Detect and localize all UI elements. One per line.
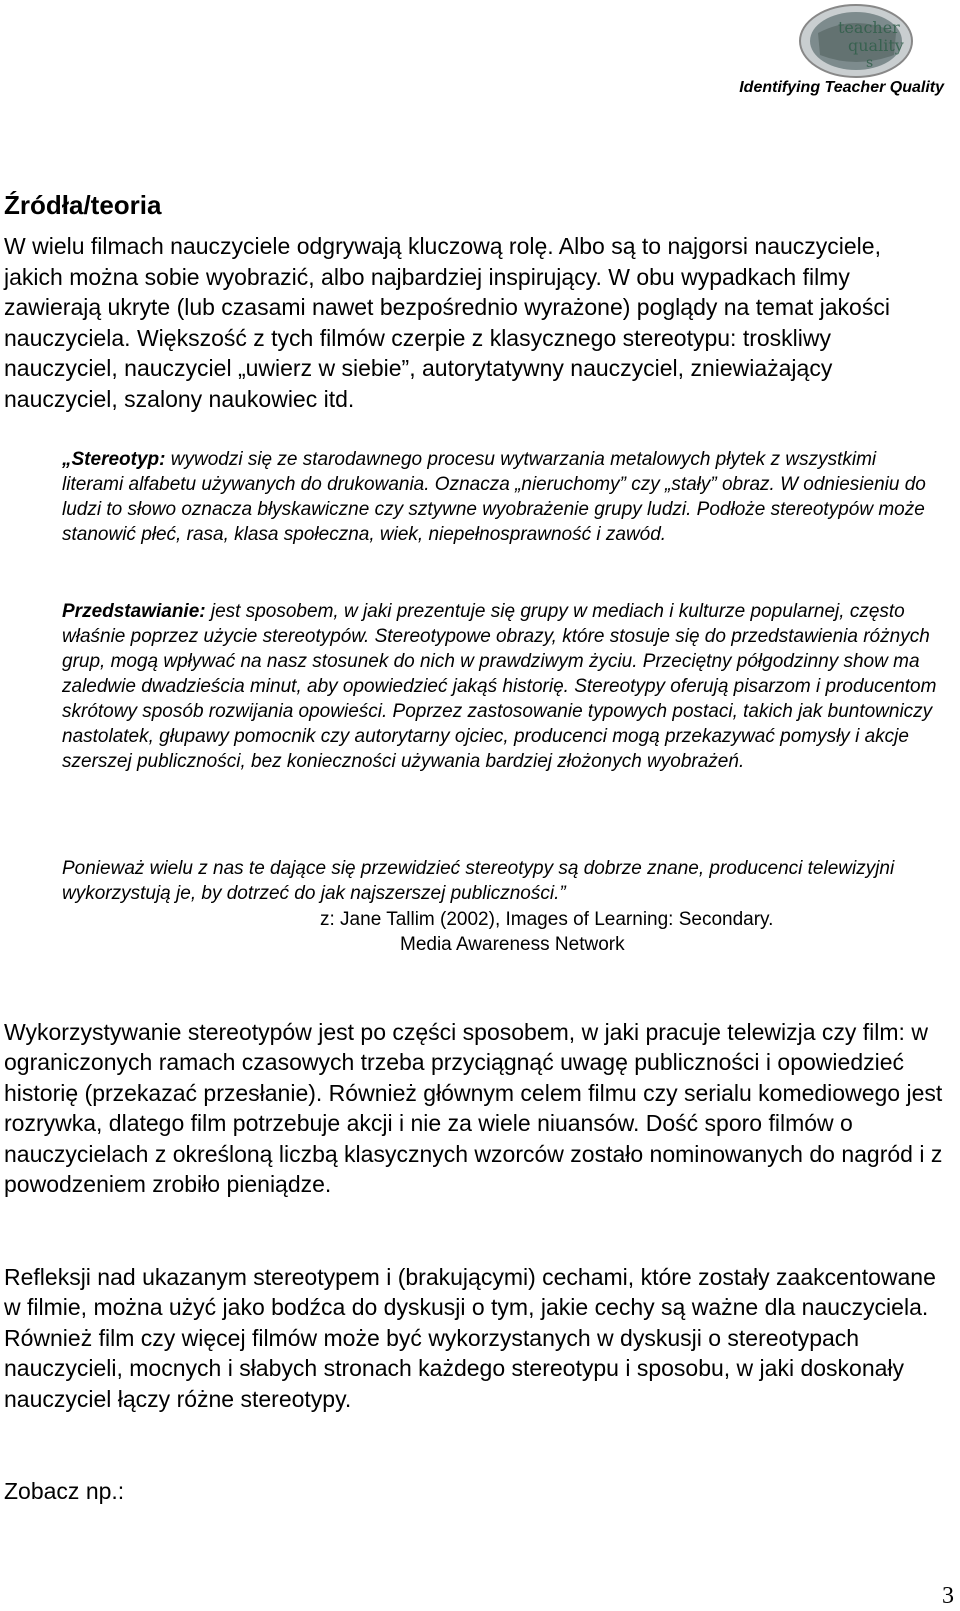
term-representation: Przedstawianie:	[62, 601, 206, 622]
page-number: 3	[942, 1583, 954, 1609]
intro-paragraph: W wielu filmach nauczyciele odgrywają kluczową rolę. Albo są to najgorsi nauczyciele, jakich można sobie wyobrazić, albo najbardziej inspirujący. W obu wypadkach filmy zawierają ukryte (lub czasami nawet bezpośrednio wyrażone) poglądy na temat jakości nauczyciela. Większość z tych filmów czerpie z klasycznego stereotypu: troskliwy nauczyciel, nauczyciel „uwierz w siebie”, autorytatywny nauczyciel, zniewiażający nauczyciel, szalony naukowiec itd.	[4, 233, 890, 412]
quote-representation	[62, 599, 942, 774]
svg-text:quality: quality	[848, 36, 904, 55]
header-title: Identifying Teacher Quality	[739, 79, 944, 96]
svg-text:teacher: teacher	[838, 18, 900, 37]
quote-closing: Ponieważ wielu z nas te dające się przewidzieć stereotypy są dobrze znane, producenci telewizyjni wykorzystują je, by dotrzeć do jak najszerszej publiczności.”	[62, 858, 895, 904]
quote-source-line1: z: Jane Tallim (2002), Images of Learning: Secondary.	[320, 909, 774, 930]
term-stereotype: „Stereotyp:	[62, 449, 166, 470]
quote-source-line2: Media Awareness Network	[400, 934, 625, 955]
paragraph-reflection: Refleksji nad ukazanym stereotypem i (brakującymi) cechami, które zostały zaakcentowane w filmie, można użyć jako bodźca do dyskusji o tym, jakie cechy są ważne dla nauczyciela. Również film czy więcej filmów może być wykorzystanych w dyskusji o stereotypach nauczycieli, mocnych i słabych stronach każdego stereotypu i sposobu, w jaki doskonały nauczyciel łączy różne stereotypy.	[4, 1264, 936, 1412]
paragraph-see-also: Zobacz np.:	[4, 1478, 125, 1504]
teacher-quality-logo-icon	[798, 3, 914, 79]
quote-stereotype	[62, 447, 942, 547]
section-heading: Źródła/teoria	[4, 190, 162, 220]
definition-representation: jest sposobem, w jaki prezentuje się grupy w mediach i kulturze popularnej, często właśnie poprzez użycie stereotypów. Stereotypowe obrazy, które stosuje się do przedstawienia różnych grup, mogą wpływać na nasz stosunek do nich w prawdziwym życiu. Przeciętny półgodzinny show ma zaledwie dwadzieścia minut, aby opowiedzieć jakąś historię. Stereotypy oferują pisarzom i producentom skrótowy sposób rozwijania opowieści. Poprzez zastosowanie typowych postaci, takich jak buntowniczy nastolatek, głupawy pomocnik czy autorytarny ojciec, producenci mogą przekazywać pomysły i akcje szerszej publiczności, bez konieczności używania bardziej złożonych wyobrażeń.	[62, 601, 937, 772]
svg-text:s: s	[866, 55, 874, 71]
paragraph-stereotype-usage: Wykorzystywanie stereotypów jest po części sposobem, w jaki pracuje telewizja czy film: w ograniczonych ramach czasowych trzeba przyciągnąć uwagę publiczności i opowiedzieć historię (przekazać przesłanie). Również głównym celem filmu czy serialu komediowego jest rozrywka, dlatego film potrzebuje akcji i nie za wiele niuansów. Dość sporo filmów o nauczycielach z określoną liczbą klasycznych wzorców zostało nominowanych do nagród i z powodzeniem zrobiło pieniądze.	[4, 1019, 943, 1198]
definition-stereotype: wywodzi się ze starodawnego procesu wytwarzania metalowych płytek z wszystkimi literami alfabetu używanych do drukowania. Oznacza „nieruchomy” czy „stały” obraz. W odniesieniu do ludzi to słowo oznacza błyskawiczne czy sztywne wyobrażenie grupy ludzi. Podłoże stereotypów może stanowić płeć, rasa, klasa społeczna, wiek, niepełnosprawność i zawód.	[62, 449, 926, 545]
